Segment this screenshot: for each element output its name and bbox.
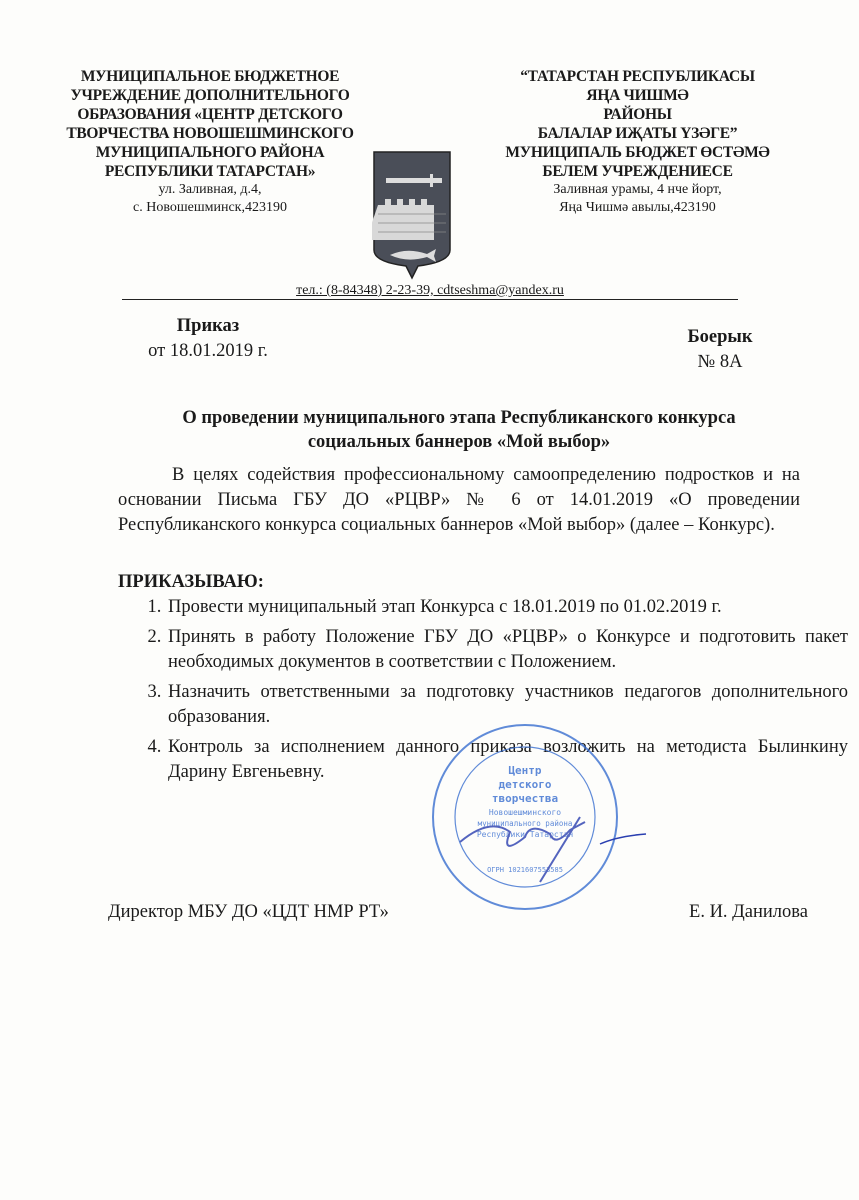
- org-name-line: ЯҢА ЧИШМӘ: [586, 87, 689, 104]
- stamp-line: муниципального района: [477, 819, 573, 828]
- order-date: от 18.01.2019 г.: [148, 341, 268, 361]
- stamp-line: творчества: [491, 792, 559, 805]
- header-left: [40, 67, 380, 217]
- order-left: [118, 314, 298, 364]
- stamp-line: Новошешминского: [488, 808, 562, 817]
- signer-name: Е. И. Данилова: [689, 902, 808, 922]
- order-word: ПРИКАЗЫВАЮ:: [118, 572, 264, 592]
- org-name-line: РЕСПУБЛИКИ ТАТАРСТАН»: [104, 163, 316, 180]
- list-item: 3. Назначить ответственными за подготовку участников педагогов дополнительного образования.: [166, 680, 848, 730]
- list-item: 2. Принять в работу Положение ГБУ ДО «РЦВР» о Конкурсе и подготовить пакет необходимых документов в соответствии с Положением.: [166, 625, 848, 675]
- org-name-line: МУНИЦИПАЛЬ БЮДЖЕТ ӨСТӘМӘ: [505, 144, 770, 161]
- org-name-line: ТВОРЧЕСТВА НОВОШЕШМИНСКОГО: [66, 125, 354, 142]
- order-right: [660, 325, 780, 375]
- title-line: социальных баннеров «Мой выбор»: [307, 432, 611, 452]
- intro-paragraph: В целях содействия профессиональному самоопределению подростков и на основании Письма ГБУ ДО «РЦВР» № 6 от 14.01.2019 «О проведении Республиканского конкурса социальных баннеров «Мой выбор» (далее – Конкурс).: [118, 465, 800, 535]
- title-line: О проведении муниципального этапа Республиканского конкурса: [182, 408, 736, 428]
- order-title-tatar: Боерык: [687, 327, 753, 347]
- org-name-line: БАЛАЛАР ИҖАТЫ ҮЗӘГЕ”: [537, 125, 738, 142]
- order-title: Приказ: [176, 316, 240, 336]
- org-name-line: “ТАТАРСТАН РЕСПУБЛИКАСЫ: [520, 68, 755, 85]
- header-right: [470, 67, 805, 217]
- stamp-ogrn: ОГРН 1021607553585: [487, 866, 563, 874]
- stamp-line: Республики Татарстан: [476, 830, 574, 839]
- stamp-line: Центр: [508, 764, 542, 777]
- contact-line: [122, 283, 738, 300]
- list-item: 4. Контроль за исполнением данного приказа возложить на методиста Былинкину Дарину Евгеньевну.: [166, 735, 848, 785]
- address-line: с. Новошешминск,423190: [133, 200, 287, 215]
- stamp-line: детского: [498, 778, 552, 791]
- signature-stroke: [598, 832, 648, 846]
- address-line: Яңа Чишмә авылы,423190: [559, 200, 716, 215]
- contact-text: тел.: (8-84348) 2-23-39, cdtseshma@yandex.ru: [296, 283, 564, 298]
- address-line: ул. Заливная, д.4,: [158, 182, 262, 197]
- signer-position: Директор МБУ ДО «ЦДТ НМР РТ»: [108, 902, 389, 922]
- org-name-line: УЧРЕЖДЕНИЕ ДОПОЛНИТЕЛЬНОГО: [70, 87, 350, 104]
- org-name-line: МУНИЦИПАЛЬНОЕ БЮДЖЕТНОЕ: [80, 68, 340, 85]
- org-name-line: ОБРАЗОВАНИЯ «ЦЕНТР ДЕТСКОГО: [77, 106, 343, 123]
- stamp: [430, 722, 620, 912]
- coat-of-arms-icon: [372, 150, 452, 280]
- org-name-line: МУНИЦИПАЛЬНОГО РАЙОНА: [95, 144, 325, 161]
- org-name-line: РАЙОНЫ: [603, 106, 672, 123]
- list-item: 1. Провести муниципальный этап Конкурса с 18.01.2019 по 01.02.2019 г.: [166, 595, 848, 620]
- org-name-line: БЕЛЕМ УЧРЕЖДЕНИЕСЕ: [542, 163, 733, 180]
- order-number: № 8А: [697, 352, 743, 372]
- document-title: [118, 406, 800, 454]
- address-line: Заливная урамы, 4 нче йорт,: [553, 182, 722, 197]
